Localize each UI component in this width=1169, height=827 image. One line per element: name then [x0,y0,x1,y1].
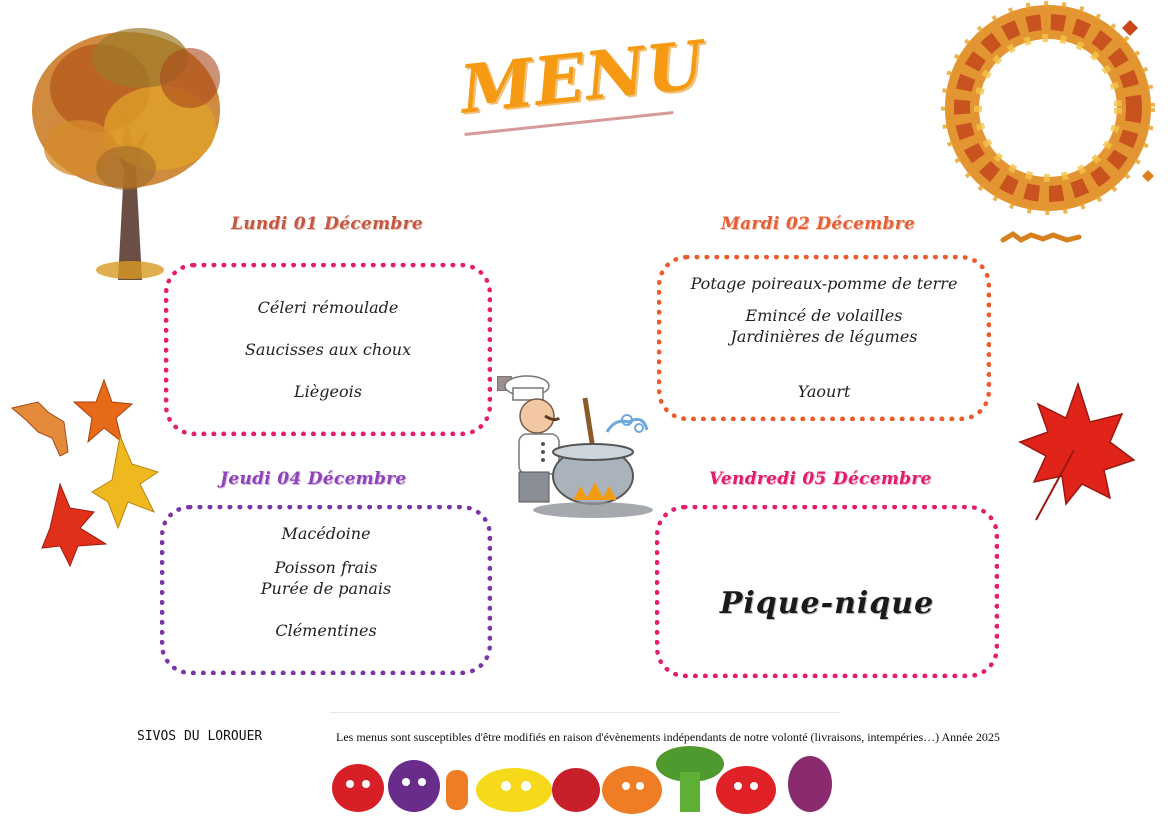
menu-item: Saucisses aux choux [244,340,412,359]
day-header-lundi: Lundi 01 Décembre [231,214,423,234]
menu-item: Jardinières de légumes [730,327,918,346]
menu-item: Poisson frais [274,558,378,577]
menu-item: Céleri rémoulade [257,298,399,317]
menu-box-lundi [164,263,492,436]
menu-item: Macédoine [281,524,371,543]
menu-item: Yaourt [797,382,851,401]
menu-item: Emincé de volailles [745,306,903,325]
menu-item: Potage poireaux-pomme de terre [690,274,958,293]
chef-cooking-icon [497,372,665,522]
menu-title-text: MENU [456,25,709,129]
menu-item: Clémentines [275,621,377,640]
menu-box-mardi [657,255,991,421]
footer-organization: SIVOS DU LOROUER [137,729,263,744]
day-header-jeudi: Jeudi 04 Décembre [220,469,407,489]
menu-box-jeudi [160,505,492,675]
menu-item: Liègeois [294,382,362,401]
red-maple-leaf-icon [1018,380,1136,522]
falling-leaves-icon [8,372,178,568]
menu-item-pique-nique: Pique-nique [719,586,935,621]
day-header-mardi: Mardi 02 Décembre [721,214,916,234]
footer-note: Les menus sont susceptibles d'être modifiés en raison d'évènements indépendants de notre volonté (livraisons, intempéries…) Année 2025 [336,730,1000,744]
autumn-leaf-wreath-icon [918,0,1169,260]
menu-item: Purée de panais [260,579,392,598]
menu-title [456,25,709,138]
menu-box-vendredi [655,505,999,678]
day-header-vendredi: Vendredi 05 Décembre [709,469,932,489]
autumn-tree-icon [30,18,230,280]
